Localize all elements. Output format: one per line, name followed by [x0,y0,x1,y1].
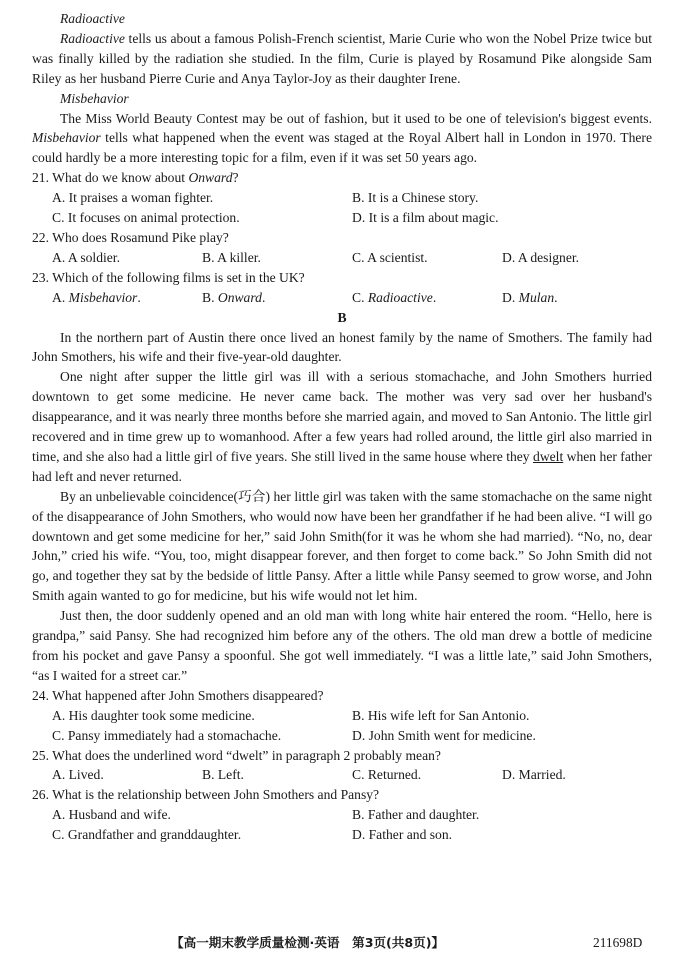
question-25-option-c: C. Returned. [352,767,422,783]
question-25-option-b: B. Left. [202,767,244,783]
question-26-option-c: C. Grandfather and granddaughter. [52,827,242,843]
section-b-paragraph-2-text-1: One night after supper the little girl was ill with a serious stomachache, and John Smothers hurried downtown to get some medicine. He never came back. The mother was very sad over her husband's disappearance, and it was nearly three months before she married again, and moved to San Antonio. The little girl recovered and in time grew up to womanhood. After a few years had rolled around, the little girl also married in time, and she also had a little girl of five years. She still lived in the same house where they [32,369,652,464]
question-21-options-row-2 [32,208,652,228]
question-21-stem-text: 21. What do we know about [32,170,189,186]
question-23-option-a [52,288,202,308]
misbehavior-text-1: The Miss World Beauty Contest may be out of fashion, but it used to be one of television's biggest events. [60,110,652,126]
question-26-stem: 26. What is the relationship between John Smothers and Pansy? [32,787,380,803]
question-26-option-b: B. Father and daughter. [352,807,480,823]
misbehavior-paragraph [32,109,652,169]
question-25-option-a: A. Lived. [52,767,104,783]
question-23-option-d-dot: . [554,289,558,305]
question-24-stem: 24. What happened after John Smothers disappeared? [32,687,324,703]
question-23-option-d-title: Mulan [518,289,555,305]
question-23-option-b-letter: B. [202,289,218,305]
question-21-option-a: A. It praises a woman fighter. [52,190,214,206]
question-23-option-a-title: Misbehavior [68,289,138,305]
question-21-stem-mark: ? [232,170,239,186]
exam-page [32,9,652,845]
question-24-option-a: A. His daughter took some medicine. [52,707,255,723]
radioactive-paragraph [32,29,652,89]
section-b-paragraph-4: Just then, the door suddenly opened and an old man with long white hair entered the room. “Hello, here is grandpa,” said Pansy. She had recognized him before any of the others. The old man drew a bottle of medicine from his pocket and gave Pansy a spoonful. She got well immediately. “I was a little late,” said John Smothers, “as I waited for a street car.” [32,608,652,683]
question-26-option-d: D. Father and son. [352,827,453,843]
misbehavior-heading: Misbehavior [60,90,129,106]
question-23-option-c-dot: . [432,289,437,305]
misbehavior-text-2: tells what happened when the event was staged at the Royal Albert hall in London in 1970. There could hardly be a more interesting topic for a film, even if it was set 50 years ago. [32,130,652,166]
question-24-option-d: D. John Smith went for medicine. [352,727,536,743]
question-23-stem: 23. Which of the following films is set in the UK? [32,269,305,285]
question-24-options-row-1 [32,706,652,726]
question-23-option-c [352,288,502,308]
question-24-option-c: C. Pansy immediately had a stomachache. [52,727,282,743]
question-23-option-d [502,288,652,308]
radioactive-text: tells us about a famous Polish-French scientist, Marie Curie who won the Nobel Prize twice but was finally killed by the radiation she studied. In the film, Curie is played by Rosamund Pike alongside Sam Riley as her husband Pierre Curie and Anya Taylor-Joy as their daughter Irene. [32,30,652,86]
question-23-option-b-title: Onward [217,289,262,305]
question-23-option-a-dot: . [137,289,141,305]
question-23-options [32,288,652,308]
misbehavior-title: Misbehavior [32,130,101,146]
question-23-option-c-letter: C. [352,289,368,305]
question-23-option-b [202,288,352,308]
question-22-option-a: A. A soldier. [52,249,120,265]
section-b-paragraph-1: In the northern part of Austin there once lived an honest family by the name of Smothers. The family had John Smothers, his wife and their five-year-old daughter. [32,329,652,365]
question-21-stem-title: Onward [188,170,233,186]
section-b-paragraph-2-text-2: when her father had left and never returned. [32,448,652,484]
question-22-options [32,248,652,268]
question-21-option-b: B. It is a Chinese story. [352,190,479,206]
question-21-options-row-1 [32,188,652,208]
section-b-heading: B [337,309,347,325]
question-22-stem: 22. Who does Rosamund Pike play? [32,229,229,245]
question-21-option-c: C. It focuses on animal protection. [52,210,240,226]
question-26-options-row-1 [32,805,652,825]
question-26-option-a: A. Husband and wife. [52,807,171,823]
question-22-option-d: D. A designer. [502,249,580,265]
section-b-paragraph-2 [32,367,652,486]
question-23-option-a-letter: A. [52,289,69,305]
question-22-option-c: C. A scientist. [352,249,428,265]
page-footer [0,933,677,953]
underlined-word-dwelt: dwelt [533,448,564,464]
question-21-stem [32,168,652,188]
question-26-options-row-2 [32,825,652,845]
question-24-option-b: B. His wife left for San Antonio. [352,707,530,723]
question-25-options [32,765,652,785]
radioactive-title: Radioactive [60,30,125,46]
footer-paper-code: 211698D [593,935,643,950]
question-25-stem: 25. What does the underlined word “dwelt” in paragraph 2 probably mean? [32,747,441,763]
footer-exam-info: 【高一期末教学质量检测·英语 第3页(共8页)】 [171,935,445,950]
question-23-option-d-letter: D. [502,289,519,305]
question-25-option-d: D. Married. [502,767,566,783]
question-24-options-row-2 [32,726,652,746]
question-21-option-d: D. It is a film about magic. [352,210,499,226]
radioactive-heading: Radioactive [60,11,125,26]
question-23-option-c-title: Radioactive [367,289,433,305]
question-23-option-b-dot: . [261,289,266,305]
question-22-option-b: B. A killer. [202,249,261,265]
section-b-paragraph-3: By an unbelievable coincidence(巧合) her little girl was taken with the same stomachache on the same night of the disappearance of John Smothers, who would now have been her grandfather if he had been alive. “I will go downtown and get some medicine for her,” said John Smith(for it was he whom she had married). “No, no, dear John,” cried his wife. “You, too, might disappear forever, and then forget to come back.” So John Smith did not go, and together they sat by the bedside of little Pansy. After a little while Pansy seemed to grow worse, and John Smith again wanted to go for medicine, but his wife would not let him. [32,488,652,604]
